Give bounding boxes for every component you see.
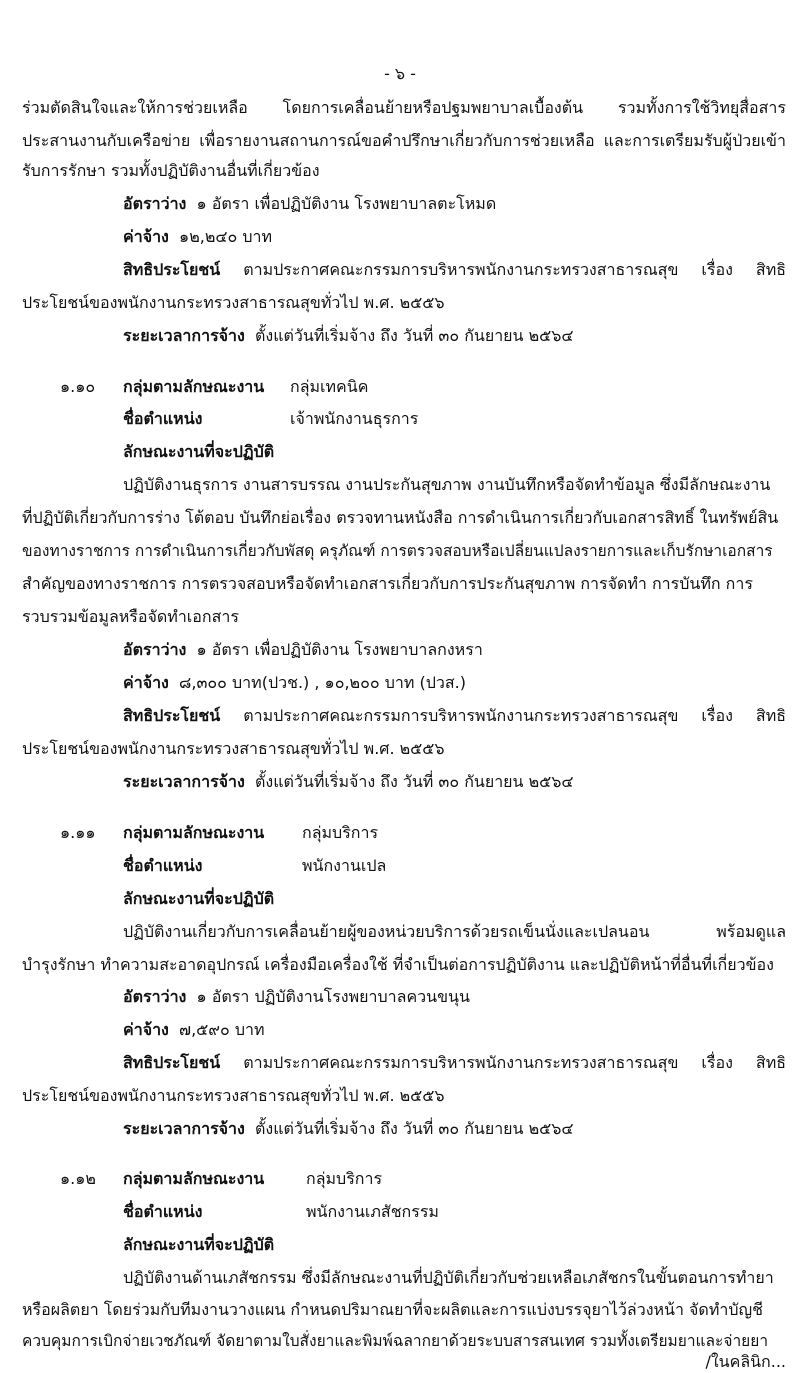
benefits-label: สิทธิประโยชน์ <box>123 706 221 725</box>
wage-label: ค่าจ้าง <box>123 227 169 246</box>
intro-line-1 <box>22 97 786 119</box>
period-row <box>123 1118 574 1140</box>
section-number: ๑.๑๒ <box>60 1169 96 1188</box>
duties-line: ควบคุมการเบิกจ่ายเวชภัณฑ์ จัดยาตามใบสั่งยาและพิมพ์ฉลากยาด้วยระบบสารสนเทศ รวมทั้งเตรียมยาและจ่ายยา <box>22 1332 769 1350</box>
vacancy-row <box>123 193 496 215</box>
benefits-line-2: ประโยชน์ของพนักงานกระทรวงสาธารณสุขทั่วไป พ.ศ. ๒๕๕๖ <box>22 739 445 758</box>
position-value: เจ้าพนักงานธุรการ <box>290 409 419 428</box>
text: ปฏิบัติงานเกี่ยวกับการเคลื่อนย้ายผู้ของหน่วยบริการด้วยรถเข็นนั่งและเปลนอน <box>123 922 650 941</box>
duties-label: ลักษณะงานที่จะปฏิบัติ <box>123 442 275 461</box>
benefits-text: เรื่อง <box>701 260 733 279</box>
period-row <box>123 771 574 793</box>
benefits-row <box>123 259 786 281</box>
section-number: ๑.๑๑ <box>60 823 96 842</box>
vacancy-value: ๑ อัตรา เพื่อปฏิบัติงาน โรงพยาบาลตะโหมด <box>196 194 497 213</box>
duties-line: หรือผลิตยา โดยร่วมกับทีมงานวางแผน กำหนดปริมาณยาที่จะผลิตและการแบ่งบรรจุยาไว้ล่วงหน้า จัดทำบัญชี <box>22 1300 763 1319</box>
intro-line-2 <box>22 130 786 152</box>
benefits-text: ตามประกาศคณะกรรมการบริหารพนักงานกระทรวงสาธารณสุข <box>243 1053 679 1072</box>
benefits-line-2: ประโยชน์ของพนักงานกระทรวงสาธารณสุขทั่วไป พ.ศ. ๒๕๕๖ <box>22 293 445 312</box>
group-value: กลุ่มบริการ <box>302 823 379 842</box>
period-value: ตั้งแต่วันที่เริ่มจ้าง ถึง วันที่ ๓๐ กันยายน ๒๕๖๔ <box>255 1119 574 1138</box>
duties-line: ของทางราชการ การดำเนินการเกี่ยวกับพัสดุ ครุภัณฑ์ การตรวจสอบหรือเปลี่ยนแปลงรายการและเก็บรักษาเอกสาร <box>22 542 773 560</box>
duties-label: ลักษณะงานที่จะปฏิบัติ <box>123 889 275 908</box>
duties-line: รวบรวมข้อมูลหรือจัดทำเอกสาร <box>22 607 239 626</box>
wage-row <box>123 672 466 694</box>
benefits-row <box>123 1052 786 1074</box>
benefits-text: สิทธิ <box>755 260 786 279</box>
wage-value: ๗,๕๙๐ บาท <box>179 1020 265 1039</box>
duties-line: ปฏิบัติงานด้านเภสัชกรรม ซึ่งมีลักษณะงานที่ปฏิบัติเกี่ยวกับช่วยเหลือเภสัชกรในขั้นตอนการทำยา <box>123 1268 774 1287</box>
vacancy-label: อัตราว่าง <box>123 640 187 659</box>
benefits-text: สิทธิ <box>755 706 786 725</box>
benefits-text: เรื่อง <box>701 706 733 725</box>
period-value: ตั้งแต่วันที่เริ่มจ้าง ถึง วันที่ ๓๐ กันยายน ๒๕๖๔ <box>255 326 574 345</box>
duties-label: ลักษณะงานที่จะปฏิบัติ <box>123 1235 275 1254</box>
vacancy-label: อัตราว่าง <box>123 987 187 1006</box>
duties-line: ที่ปฏิบัติเกี่ยวกับการร่าง โต้ตอบ บันทึกย่อเรื่อง ตรวจทานหนังสือ การดำเนินการเกี่ยวกับเอกสารสิทธิ์ ในทรัพย์สิน <box>22 508 779 527</box>
vacancy-value: ๑ อัตรา เพื่อปฏิบัติงาน โรงพยาบาลกงหรา <box>196 640 483 659</box>
text: รวมทั้งการใช้วิทยุสื่อสาร <box>617 98 786 117</box>
wage-row <box>123 226 272 248</box>
continuation-marker: /ในคลินิก... <box>705 1352 786 1371</box>
duties-line: ปฏิบัติงานธุรการ งานสารบรรณ งานประกันสุขภาพ งานบันทึกหรือจัดทำข้อมูล ซึ่งมีลักษณะงาน <box>123 475 771 494</box>
page-number: - ๖ - <box>384 64 416 83</box>
duties-line <box>123 921 786 943</box>
vacancy-row <box>123 986 470 1008</box>
wage-label: ค่าจ้าง <box>123 673 169 692</box>
text: เพื่อรายงานสถานการณ์ขอคำปรึกษาเกี่ยวกับการช่วยเหลือ <box>199 131 595 150</box>
text: ประสานงานกับเครือข่าย <box>22 131 191 150</box>
vacancy-label: อัตราว่าง <box>123 194 187 213</box>
vacancy-value: ๑ อัตรา ปฏิบัติงานโรงพยาบาลควนขนุน <box>196 987 470 1006</box>
position-label: ชื่อตำแหน่ง <box>123 409 203 428</box>
benefits-text: สิทธิ <box>755 1053 786 1072</box>
text: และการเตรียมรับผู้ป่วยเข้า <box>603 131 786 150</box>
position-value: พนักงานเปล <box>302 856 387 875</box>
period-label: ระยะเวลาการจ้าง <box>123 326 245 345</box>
period-row <box>123 325 574 347</box>
benefits-row <box>123 705 786 727</box>
position-label: ชื่อตำแหน่ง <box>123 1202 203 1221</box>
vacancy-row <box>123 639 483 661</box>
period-label: ระยะเวลาการจ้าง <box>123 1119 245 1138</box>
text: ร่วมตัดสินใจและให้การช่วยเหลือ <box>22 98 248 117</box>
duties-line: บำรุงรักษา ทำความสะอาดอุปกรณ์ เครื่องมือเครื่องใช้ ที่จำเป็นต่อการปฏิบัติงาน และปฏิบัติหน้าที่อื่นที่เกี่ยวข้อง <box>22 955 774 974</box>
wage-value: ๑๒,๒๔๐ บาท <box>179 227 273 246</box>
intro-line-3: รับการรักษา รวมทั้งปฏิบัติงานอื่นที่เกี่ยวข้อง <box>22 161 320 180</box>
group-label: กลุ่มตามลักษณะงาน <box>123 1169 265 1188</box>
text: โดยการเคลื่อนย้ายหรือปฐมพยาบาลเบื้องต้น <box>282 98 584 117</box>
group-label: กลุ่มตามลักษณะงาน <box>123 823 265 842</box>
benefits-text: ตามประกาศคณะกรรมการบริหารพนักงานกระทรวงสาธารณสุข <box>243 260 679 279</box>
wage-value: ๘,๓๐๐ บาท(ปวช.) , ๑๐,๒๐๐ บาท (ปวส.) <box>179 673 466 692</box>
group-value: กลุ่มบริการ <box>306 1169 383 1188</box>
benefits-label: สิทธิประโยชน์ <box>123 260 221 279</box>
text: พร้อมดูแล <box>716 922 786 941</box>
benefits-text: เรื่อง <box>701 1053 733 1072</box>
group-label: กลุ่มตามลักษณะงาน <box>123 377 265 396</box>
benefits-line-2: ประโยชน์ของพนักงานกระทรวงสาธารณสุขทั่วไป พ.ศ. ๒๕๕๖ <box>22 1086 445 1105</box>
section-number: ๑.๑๐ <box>60 377 96 396</box>
benefits-label: สิทธิประโยชน์ <box>123 1053 221 1072</box>
group-value: กลุ่มเทคนิค <box>290 377 369 396</box>
position-label: ชื่อตำแหน่ง <box>123 856 203 875</box>
benefits-text: ตามประกาศคณะกรรมการบริหารพนักงานกระทรวงสาธารณสุข <box>243 706 679 725</box>
wage-label: ค่าจ้าง <box>123 1020 169 1039</box>
period-value: ตั้งแต่วันที่เริ่มจ้าง ถึง วันที่ ๓๐ กันยายน ๒๕๖๔ <box>255 772 574 791</box>
duties-line: สำคัญของทางราชการ การตรวจสอบหรือจัดทำเอกสารเกี่ยวกับการประกันสุขภาพ การจัดทำ การบันทึก การ <box>22 574 753 593</box>
wage-row <box>123 1019 265 1041</box>
position-value: พนักงานเภสัชกรรม <box>306 1202 439 1221</box>
period-label: ระยะเวลาการจ้าง <box>123 772 245 791</box>
